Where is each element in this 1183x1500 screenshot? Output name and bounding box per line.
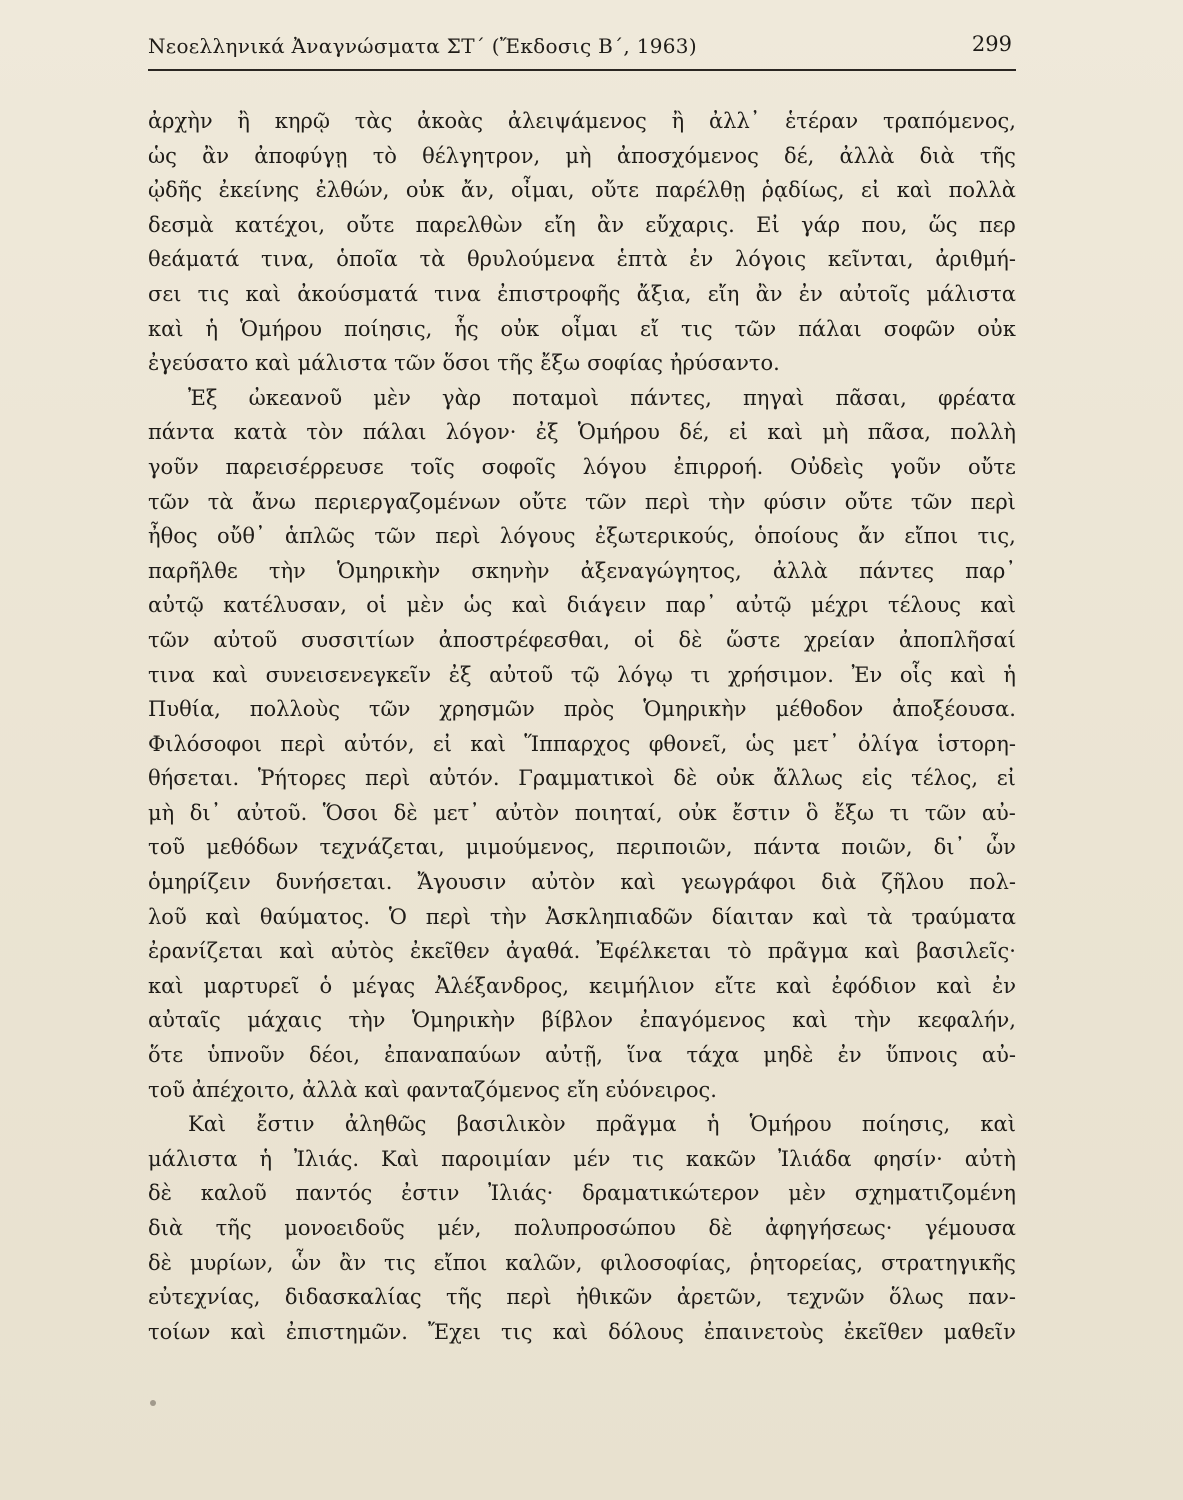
text-line: ἐγεύσατο καὶ μάλιστα τῶν ὅσοι τῆς ἔξω σοφίας ἠρύσαντο. bbox=[148, 351, 780, 376]
text-line: γοῦν παρεισέρρευσε τοῖς σοφοῖς λόγου ἐπιρροή. Οὐδεὶς γοῦν οὔτε bbox=[148, 454, 1016, 479]
text-line: τῶν τὰ ἄνω περιεργαζομένων οὔτε τῶν περὶ τὴν φύσιν οὔτε τῶν περὶ bbox=[148, 489, 1016, 514]
header-title: Νεοελληνικά Ἀναγνώσματα ΣΤ΄ (Ἔκδοσις Β΄, 1963) bbox=[148, 34, 697, 58]
text-line: τοῦ μεθόδων τεχνάζεται, μιμούμενος, περιποιῶν, πάντα ποιῶν, δι᾽ ὧν bbox=[148, 835, 1016, 860]
text-line: καὶ ἡ Ὁμήρου ποίησις, ἧς οὐκ οἶμαι εἴ τις τῶν πάλαι σοφῶν οὐκ bbox=[148, 316, 1016, 341]
text-line: τοῦ ἀπέχοιτο, ἀλλὰ καὶ φανταζόμενος εἴη εὐόνειρος. bbox=[148, 1077, 717, 1102]
text-line: διὰ τῆς μονοειδοῦς μέν, πολυπροσώπου δὲ ἀφηγήσεως· γέμουσα bbox=[148, 1216, 1016, 1240]
text-line: ἦθος οὔθ᾽ ἁπλῶς τῶν περὶ λόγους ἐξωτερικούς, ὁποίους ἄν εἴποι τις, bbox=[148, 524, 1016, 549]
text-line: μάλιστα ἡ Ἰλιάς. Καὶ παροιμίαν μέν τις κακῶν Ἰλιάδα φησίν· αὐτὴ bbox=[148, 1146, 1016, 1171]
text-line: τινα καὶ συνεισενεγκεῖν ἐξ αὐτοῦ τῷ λόγῳ τι χρήσιμον. Ἐν οἷς καὶ ἡ bbox=[148, 662, 1016, 687]
paper-speck bbox=[150, 1400, 156, 1406]
text-line: αὐτῷ κατέλυσαν, οἱ μὲν ὡς καὶ διάγειν παρ᾽ αὐτῷ μέχρι τέλους καὶ bbox=[148, 593, 1016, 618]
text-line: τοίων καὶ ἐπιστημῶν. Ἔχει τις καὶ δόλους ἐπαινετοὺς ἐκεῖθεν μαθεῖν bbox=[148, 1319, 1016, 1344]
text-line: παρῆλθε τὴν Ὁμηρικὴν σκηνὴν ἀξεναγώγητος, ἀλλὰ πάντες παρ᾽ bbox=[148, 558, 1016, 583]
text-line: ἐρανίζεται καὶ αὐτὸς ἐκεῖθεν ἀγαθά. Ἐφέλκεται τὸ πρᾶγμα καὶ βασιλεῖς· bbox=[148, 939, 1016, 964]
text-line: δὲ μυρίων, ὧν ἂν τις εἴποι καλῶν, φιλοσοφίας, ῥητορείας, στρατηγικῆς bbox=[148, 1250, 1016, 1275]
text-line: Καὶ ἔστιν ἀληθῶς βασιλικὸν πρᾶγμα ἡ Ὁμήρου ποίησις, καὶ bbox=[188, 1112, 1016, 1137]
text-line: ὅτε ὑπνοῦν δέοι, ἐπαναπαύων αὐτῇ, ἵνα τάχα μηδὲ ἐν ὕπνοις αὐ- bbox=[148, 1043, 1016, 1068]
text-line: πάντα κατὰ τὸν πάλαι λόγον· ἐξ Ὁμήρου δέ, εἰ καὶ μὴ πᾶσα, πολλὴ bbox=[148, 420, 1016, 445]
text-line: σει τις καὶ ἀκούσματά τινα ἐπιστροφῆς ἄξια, εἴη ἂν ἐν αὐτοῖς μάλιστα bbox=[148, 281, 1016, 306]
text-line: θεάματά τινα, ὁποῖα τὰ θρυλούμενα ἑπτὰ ἐν λόγοις κεῖνται, ἀριθμή- bbox=[148, 247, 1016, 272]
text-line: δὲ καλοῦ παντός ἐστιν Ἰλιάς· δραματικώτερον μὲν σχηματιζομένη bbox=[148, 1181, 1016, 1206]
text-line: δεσμὰ κατέχοι, οὔτε παρελθὼν εἴη ἂν εὔχαρις. Εἰ γάρ που, ὥς περ bbox=[148, 212, 1016, 237]
header-rule bbox=[148, 69, 1016, 71]
text-line: ὁμηρίζειν δυνήσεται. Ἄγουσιν αὐτὸν καὶ γεωγράφοι διὰ ζῆλου πολ- bbox=[148, 870, 1016, 895]
text-line: Πυθία, πολλοὺς τῶν χρησμῶν πρὸς Ὁμηρικὴν μέθοδον ἀποξέουσα. bbox=[148, 697, 1016, 722]
text-line: ᾠδῆς ἐκείνης ἐλθών, οὐκ ἄν, οἶμαι, οὔτε παρέλθῃ ῥᾳδίως, εἰ καὶ πολλὰ bbox=[148, 178, 1016, 203]
body-text bbox=[148, 104, 1016, 1349]
text-line: Φιλόσοφοι περὶ αὐτόν, εἰ καὶ Ἵππαρχος φθονεῖ, ὡς μετ᾽ ὀλίγα ἱστορη- bbox=[148, 731, 1016, 756]
text-line: μὴ δι᾽ αὐτοῦ. Ὅσοι δὲ μετ᾽ αὐτὸν ποιηταί, οὐκ ἔστιν ὃ ἔξω τι τῶν αὐ- bbox=[148, 800, 1016, 825]
text-line: αὐταῖς μάχαις τὴν Ὁμηρικὴν βίβλον ἐπαγόμενος καὶ τὴν κεφαλήν, bbox=[148, 1008, 1016, 1033]
text-line: εὐτεχνίας, διδασκαλίας τῆς περὶ ἠθικῶν ἀρετῶν, τεχνῶν ὅλως παν- bbox=[148, 1285, 1016, 1310]
text-line: θήσεται. Ῥήτορες περὶ αὐτόν. Γραμματικοὶ δὲ οὐκ ἄλλως εἰς τέλος, εἰ bbox=[148, 766, 1016, 791]
text-line: ἀρχὴν ἢ κηρῷ τὰς ἀκοὰς ἀλειψάμενος ἢ ἀλλ᾽ ἑτέραν τραπόμενος, bbox=[148, 109, 1016, 133]
text-line: λοῦ καὶ θαύματος. Ὁ περὶ τὴν Ἀσκληπιαδῶν δίαιταν καὶ τὰ τραύματα bbox=[148, 904, 1016, 929]
text-line: καὶ μαρτυρεῖ ὁ μέγας Ἀλέξανδρος, κειμήλιον εἴτε καὶ ἐφόδιον καὶ ἐν bbox=[148, 973, 1016, 998]
page-number: 299 bbox=[971, 32, 1012, 56]
text-line: Ἐξ ὠκεανοῦ μὲν γὰρ ποταμοὶ πάντες, πηγαὶ πᾶσαι, φρέατα bbox=[188, 385, 1016, 410]
text-line: ὡς ἂν ἀποφύγῃ τὸ θέλγητρον, μὴ ἀποσχόμενος δέ, ἀλλὰ διὰ τῆς bbox=[148, 143, 1016, 168]
text-line: τῶν αὐτοῦ συσσιτίων ἀποστρέφεσθαι, οἱ δὲ ὥστε χρείαν ἀποπλῆσαί bbox=[148, 627, 1016, 652]
running-header bbox=[148, 30, 1016, 70]
